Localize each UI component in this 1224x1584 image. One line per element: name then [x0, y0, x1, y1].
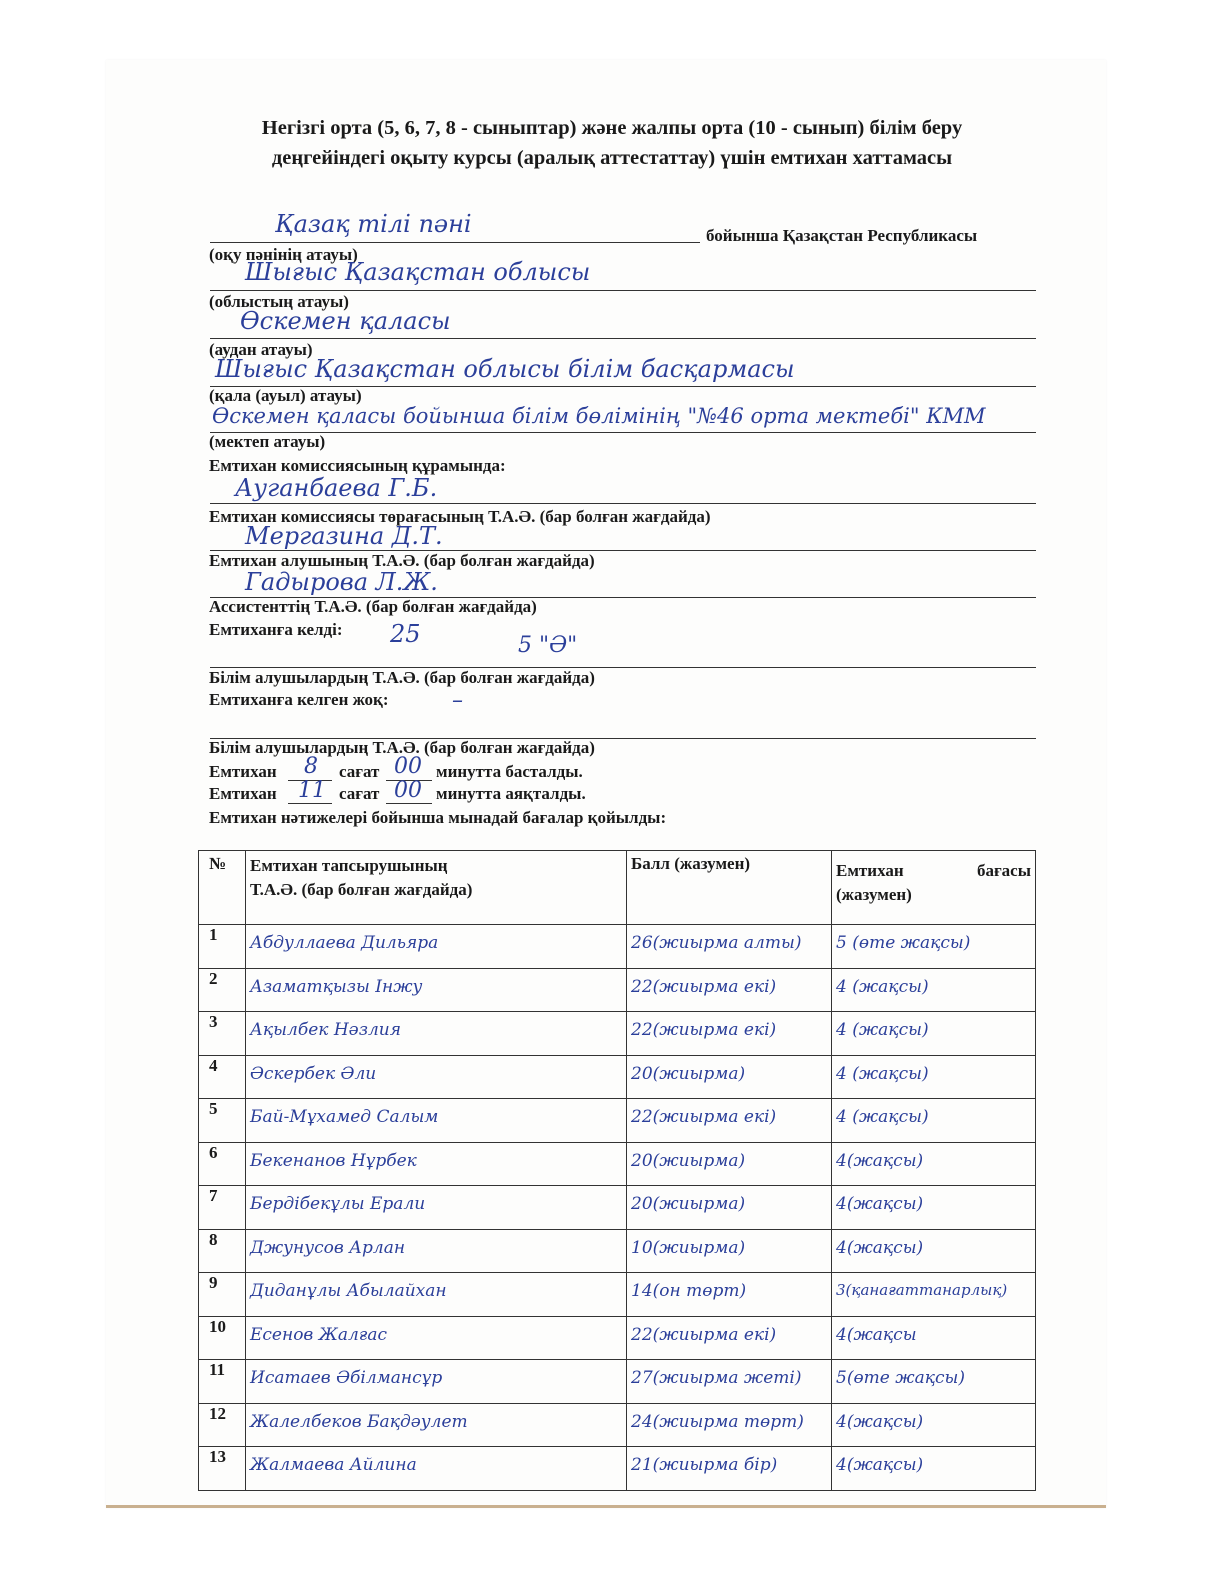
page-title — [0, 113, 1224, 173]
exam-end-hour-underline — [288, 803, 332, 804]
row-name: Исатаев Әбілмансұр — [246, 1360, 627, 1404]
header-grade-word-2: бағасы — [976, 861, 1031, 880]
row-num: 3 — [199, 1012, 246, 1056]
subject-suffix: бойынша Қазақстан Республикасы — [706, 226, 978, 245]
row-grade: 5(өте жақсы) — [832, 1360, 1036, 1404]
row-name: Есенов Жалғас — [246, 1316, 627, 1360]
region-label: (облыстың атауы) — [209, 292, 349, 311]
subject-value: Қазақ тілі пәні — [275, 210, 472, 238]
table-row — [199, 1012, 1036, 1056]
absent-label: Емтиханға келген жоқ: — [209, 690, 389, 709]
row-score: 20(жиырма) — [627, 1142, 832, 1186]
row-grade: 4(жақсы) — [832, 1142, 1036, 1186]
exam-start-min: 00 — [394, 754, 422, 779]
chair-value: Мергазина Д.Т. — [245, 522, 443, 550]
exam-start-hour: 8 — [304, 754, 318, 779]
school-label: (мектеп атауы) — [209, 432, 326, 451]
row-num: 11 — [199, 1360, 246, 1404]
row-grade: 4 (жақсы) — [832, 1055, 1036, 1099]
row-score: 22(жиырма екі) — [627, 1099, 832, 1143]
row-score: 27(жиырма жеті) — [627, 1360, 832, 1404]
row-num: 7 — [199, 1186, 246, 1230]
exam-start-suffix: минутта басталды. — [436, 762, 583, 781]
subject-underline — [210, 242, 700, 243]
commission-value: Ауганбаева Г.Б. — [235, 474, 438, 502]
row-grade: 4(жақсы) — [832, 1229, 1036, 1273]
row-grade: 4 (жақсы) — [832, 968, 1036, 1012]
row-num: 1 — [199, 925, 246, 969]
row-grade: 4(жақсы) — [832, 1186, 1036, 1230]
row-score: 14(он төрт) — [627, 1273, 832, 1317]
table-body — [199, 925, 1036, 1491]
row-score: 20(жиырма) — [627, 1186, 832, 1230]
district-label: (аудан атауы) — [209, 340, 313, 359]
school-value: Өскемен қаласы бойынша білім бөлімінің "№46 орта мектебі" КММ — [212, 404, 986, 428]
row-grade: 5 (өте жақсы) — [832, 925, 1036, 969]
row-name: Жалмаева Айлина — [246, 1447, 627, 1491]
exam-end-suffix: минутта аяқталды. — [436, 784, 586, 803]
row-num: 12 — [199, 1403, 246, 1447]
row-name: Абдуллаева Дильяра — [246, 925, 627, 969]
table-row — [199, 925, 1036, 969]
row-score: 22(жиырма екі) — [627, 1316, 832, 1360]
table-row — [199, 968, 1036, 1012]
absent-value: – — [452, 688, 463, 713]
table-row — [199, 1186, 1036, 1230]
city-label: (қала (ауыл) атауы) — [209, 386, 362, 405]
exam-end-hour: 11 — [298, 778, 326, 803]
row-name: Ақылбек Нәзлия — [246, 1012, 627, 1056]
title-line-2: деңгейіндегі оқыту курсы (аралық аттестаттау) үшін емтихан хаттамасы — [271, 147, 953, 169]
row-score: 24(жиырма төрт) — [627, 1403, 832, 1447]
commission-label: Емтихан комиссиясының құрамында: — [209, 456, 506, 475]
examiner-label: Емтихан алушының Т.А.Ә. (бар болған жағдайда) — [209, 551, 595, 570]
row-name: Бай-Мұхамед Салым — [246, 1099, 627, 1143]
row-score: 26(жиырма алты) — [627, 925, 832, 969]
exam-end-min-underline — [386, 803, 432, 804]
row-num: 10 — [199, 1316, 246, 1360]
row-name: Бердібекұлы Ерали — [246, 1186, 627, 1230]
exam-end-hour-word: сағат — [339, 784, 380, 803]
chair-label: Емтихан комиссиясы төрағасының Т.А.Ә. (бар болған жағдайда) — [209, 507, 711, 526]
table-row — [199, 1447, 1036, 1491]
students-label-2: Білім алушылардың Т.А.Ә. (бар болған жағдайда) — [209, 738, 595, 757]
row-num: 2 — [199, 968, 246, 1012]
assistant-label: Ассистенттің Т.А.Ә. (бар болған жағдайда) — [209, 597, 537, 616]
header-grade-word-1: Емтихан — [836, 861, 904, 880]
row-name: Әскербек Әли — [246, 1055, 627, 1099]
region-underline — [210, 290, 1036, 291]
header-name-line-2: Т.А.Ә. (бар болған жағдайда) — [250, 880, 473, 899]
table-header-row — [199, 851, 1036, 925]
header-score: Балл (жазумен) — [627, 851, 832, 925]
school-underline — [210, 432, 1036, 433]
header-grade-line-2: (жазумен) — [836, 885, 912, 904]
row-grade: 4 (жақсы) — [832, 1012, 1036, 1056]
row-num: 13 — [199, 1447, 246, 1491]
subject-label: (оқу пәнінің атауы) — [209, 245, 358, 264]
title-line-1: Негізгі орта (5, 6, 7, 8 - сыныптар) және жалпы орта (10 - сынып) білім беру — [261, 117, 963, 139]
results-table — [198, 850, 1036, 1491]
row-num: 8 — [199, 1229, 246, 1273]
row-name: Диданұлы Абылайхан — [246, 1273, 627, 1317]
city-value: Шығыс Қазақстан облысы білім басқармасы — [215, 355, 795, 383]
table-row — [199, 1273, 1036, 1317]
row-grade: 4(жақсы) — [832, 1403, 1036, 1447]
students-label-1: Білім алушылардың Т.А.Ә. (бар болған жағдайда) — [209, 668, 595, 687]
examiner-value: Гадырова Л.Ж. — [245, 568, 438, 596]
row-name: Бекенанов Нұрбек — [246, 1142, 627, 1186]
row-grade: 4 (жақсы) — [832, 1099, 1036, 1143]
row-grade: 3(қанағаттанарлық) — [832, 1273, 1036, 1317]
exam-start-prefix: Емтихан — [209, 762, 277, 781]
table-row — [199, 1142, 1036, 1186]
row-name: Жалелбеков Бақдәулет — [246, 1403, 627, 1447]
header-name-line-1: Емтихан тапсырушының — [250, 856, 448, 875]
row-num: 6 — [199, 1142, 246, 1186]
row-num: 4 — [199, 1055, 246, 1099]
table-row — [199, 1360, 1036, 1404]
header-name — [246, 851, 627, 925]
region-value: Шығыс Қазақстан облысы — [245, 258, 591, 286]
attended-label: Емтиханға келді: — [209, 620, 343, 639]
row-score: 21(жиырма бір) — [627, 1447, 832, 1491]
results-intro: Емтихан нәтижелері бойынша мынадай бағалар қойылды: — [209, 808, 667, 827]
header-num: № — [199, 851, 246, 925]
attended-class: 5 "Ә" — [518, 633, 578, 658]
row-num: 9 — [199, 1273, 246, 1317]
table-row — [199, 1099, 1036, 1143]
exam-end-prefix: Емтихан — [209, 784, 277, 803]
header-grade-line-1 — [836, 859, 1031, 883]
row-score: 22(жиырма екі) — [627, 968, 832, 1012]
exam-start-hour-word: сағат — [339, 762, 380, 781]
district-underline — [210, 338, 1036, 339]
row-score: 20(жиырма) — [627, 1055, 832, 1099]
table-row — [199, 1403, 1036, 1447]
exam-end-min: 00 — [394, 778, 422, 803]
row-grade: 4(жақсы) — [832, 1447, 1036, 1491]
table-row — [199, 1055, 1036, 1099]
row-name: Джунусов Арлан — [246, 1229, 627, 1273]
table-row — [199, 1229, 1036, 1273]
row-score: 22(жиырма екі) — [627, 1012, 832, 1056]
table-row — [199, 1316, 1036, 1360]
row-grade: 4(жақсы — [832, 1316, 1036, 1360]
header-grade — [832, 851, 1036, 925]
row-score: 10(жиырма) — [627, 1229, 832, 1273]
row-num: 5 — [199, 1099, 246, 1143]
row-name: Азаматқызы Інжу — [246, 968, 627, 1012]
district-value: Өскемен қаласы — [240, 307, 451, 335]
commission-underline — [210, 503, 1036, 504]
attended-value: 25 — [390, 620, 421, 648]
